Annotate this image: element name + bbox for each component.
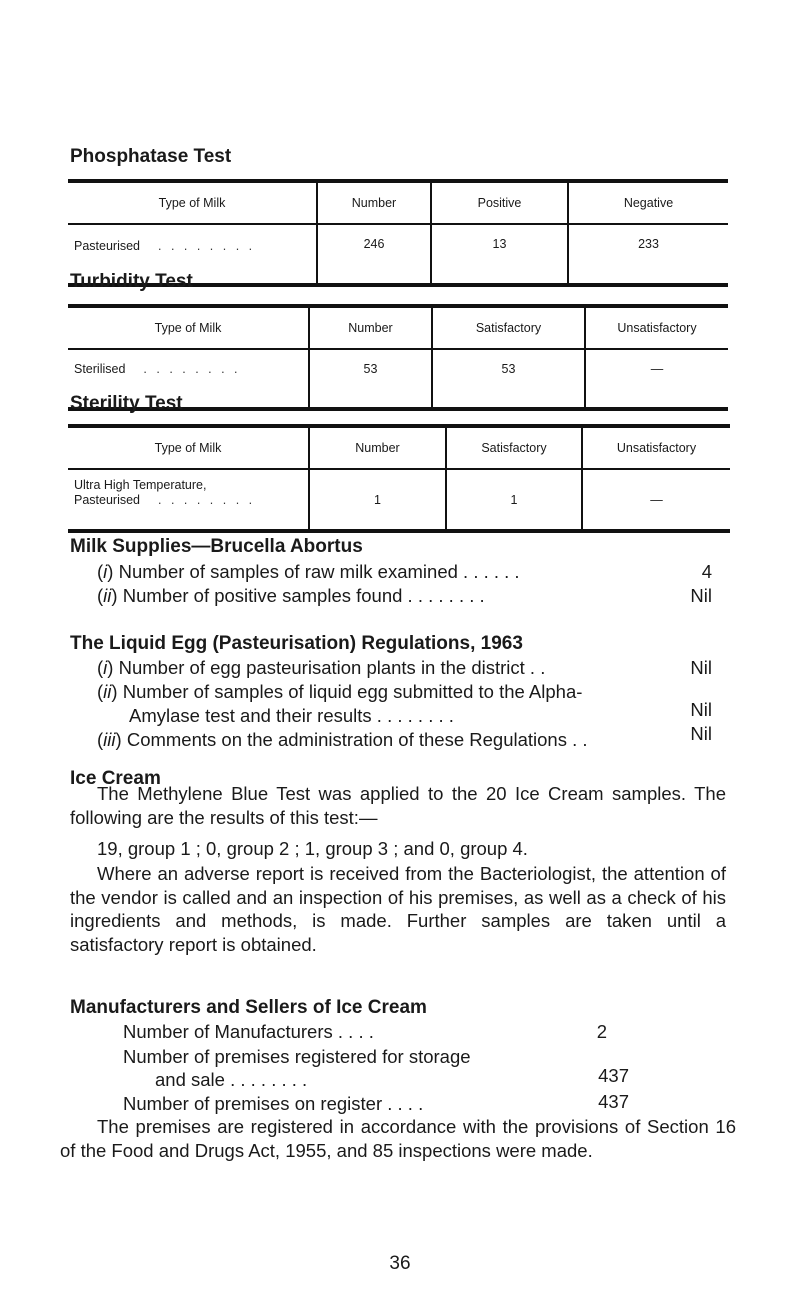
item-text: Number of egg pasteurisation plants in the district . . [118, 657, 546, 678]
milk-type-line1: Ultra High Temperature, [74, 478, 207, 492]
manufacturers-heading: Manufacturers and Sellers of Ice Cream [70, 997, 427, 1018]
column-header: Number [309, 306, 432, 349]
table-header-row [68, 426, 730, 469]
column-header: Satisfactory [446, 426, 582, 469]
negative-cell: 233 [568, 224, 728, 285]
item-value: 4 [701, 561, 712, 582]
item-value: 437 [598, 1091, 629, 1112]
brucella-list [97, 560, 712, 610]
positive-cell: 13 [431, 224, 568, 285]
brucella-heading: Milk Supplies—Brucella Abortus [70, 536, 363, 557]
unsatisfactory-cell: — [585, 349, 728, 409]
table-row [68, 469, 730, 531]
sterility-heading: Sterility Test [70, 393, 183, 414]
column-header: Type of Milk [68, 181, 317, 224]
manufacturers-paragraph: The premises are registered in accordance with the provisions of Section 16 of the Food and Drugs Act, 1955, and 85 inspections were made. [60, 1116, 736, 1161]
phosphatase-heading: Phosphatase Test [70, 146, 232, 167]
column-header: Satisfactory [432, 306, 585, 349]
milk-type: Sterilised [74, 362, 126, 376]
number-cell: 1 [309, 469, 446, 531]
column-header: Unsatisfactory [585, 306, 728, 349]
list-item: (i) Number of egg pasteurisation plants in the district . . [97, 657, 546, 678]
list-item: (ii) Number of positive samples found . . . . . . . . [97, 585, 485, 606]
milk-type-line2: Pasteurised [74, 493, 141, 507]
column-header: Unsatisfactory [582, 426, 730, 469]
item-value: Nil [690, 657, 712, 678]
manufacturers-list [123, 1020, 629, 1120]
liquid-egg-list [97, 656, 712, 756]
item-text-continuation: and sale . . . . . . . . [155, 1069, 308, 1090]
liquid-egg-heading: The Liquid Egg (Pasteurisation) Regulations, 1963 [70, 633, 523, 654]
turbidity-heading: Turbidity Test [70, 271, 193, 292]
item-value: Nil [690, 699, 712, 720]
list-item: (iii) Comments on the administration of these Regulations . . [97, 729, 588, 750]
column-header: Number [317, 181, 431, 224]
list-item: (i) Number of samples of raw milk examined . . . . . . [97, 561, 520, 582]
list-item: Number of premises on register . . . . [123, 1093, 424, 1114]
ice-cream-paragraph-1: The Methylene Blue Test was applied to the 20 Ice Cream samples. The following are the results of this test:— [70, 783, 726, 828]
column-header: Type of Milk [68, 306, 309, 349]
ice-cream-results: 19, group 1 ; 0, group 2 ; 1, group 3 ; and 0, group 4. [97, 838, 528, 859]
column-header: Type of Milk [68, 426, 309, 469]
milk-type: Pasteurised [74, 239, 141, 253]
leader-dots: . . . . . . . . [158, 493, 256, 507]
list-item: Number of premises registered for storage [123, 1046, 471, 1067]
item-value: 2 [596, 1021, 607, 1042]
list-item: Number of Manufacturers . . . . [123, 1021, 374, 1042]
satisfactory-cell: 53 [432, 349, 585, 409]
satisfactory-cell: 1 [446, 469, 582, 531]
table-header-row [68, 181, 728, 224]
item-text: Number of samples of liquid egg submitted to the Alpha- [122, 681, 583, 702]
item-value: Nil [690, 723, 712, 744]
ice-cream-paragraph-2: Where an adverse report is received from the Bacteriologist, the attention of the vendor is called and an inspection of his premises, as well as a check of his ingredients and methods, is made. Further samples are taken until a satisfactory report is obtained. [70, 863, 726, 955]
item-value: 437 [598, 1065, 629, 1086]
milk-type-cell [68, 469, 309, 531]
item-text-continuation: Amylase test and their results . . . . . . . . [129, 705, 454, 726]
unsatisfactory-cell: — [582, 469, 730, 531]
number-cell: 53 [309, 349, 432, 409]
item-text: Comments on the administration of these Regulations . . [126, 729, 588, 750]
sterility-table [68, 424, 730, 533]
column-header: Negative [568, 181, 728, 224]
item-value: Nil [690, 585, 712, 606]
table-header-row [68, 306, 728, 349]
leader-dots: . . . . . . . . [143, 362, 241, 376]
page-number: 36 [389, 1253, 411, 1274]
list-item: (ii) Number of samples of liquid egg submitted to the Alpha- [97, 681, 583, 702]
ice-cream-heading: Ice Cream [70, 768, 161, 789]
item-text: Number of samples of raw milk examined . . . . . . [118, 561, 520, 582]
number-cell: 246 [317, 224, 431, 285]
column-header: Number [309, 426, 446, 469]
column-header: Positive [431, 181, 568, 224]
leader-dots: . . . . . . . . [158, 239, 256, 253]
item-text: Number of positive samples found . . . . . . . . [122, 585, 485, 606]
